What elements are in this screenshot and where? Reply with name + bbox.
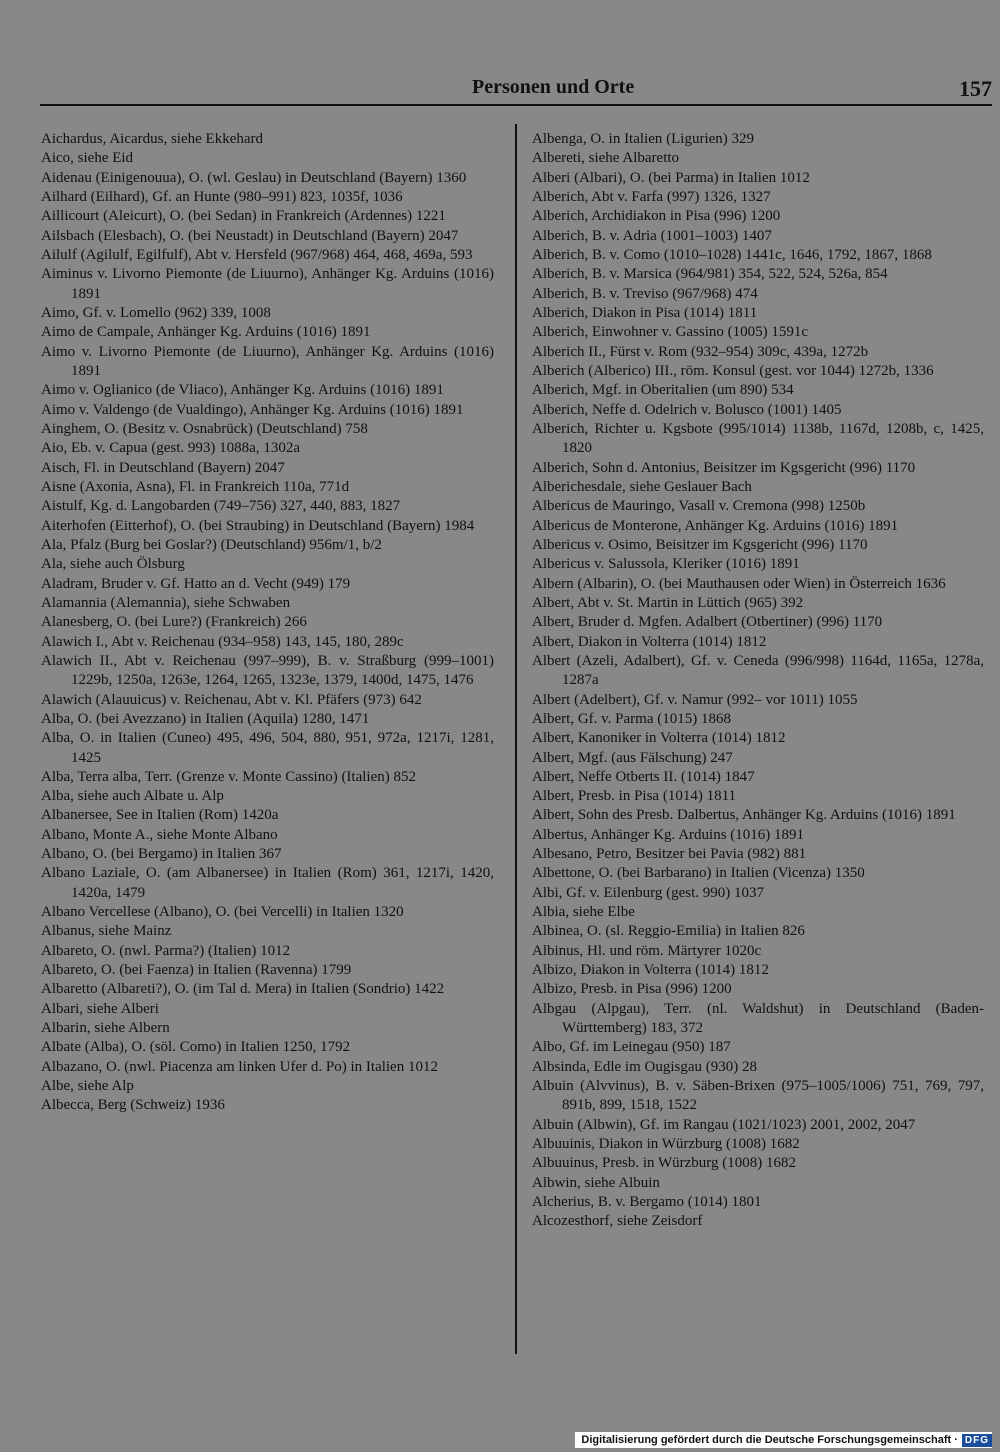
index-entry: Albern (Albarin), O. (bei Mauthausen oder Wien) in Österreich 1636 (532, 575, 946, 592)
index-entry: Albareto, O. (bei Faenza) in Italien (Ravenna) 1799 (41, 962, 352, 979)
index-entry: Aimo v. Oglianico (de Vliaco), Anhänger Kg. Arduins (1016) 1891 (41, 382, 444, 399)
page-header (40, 76, 992, 102)
dfg-logo: DFG (962, 1434, 992, 1447)
index-entry: Alberich, B. v. Como (1010–1028) 1441c, 1646, 1792, 1867, 1868 (532, 246, 932, 263)
page-title: Personen und Orte (472, 76, 635, 98)
index-entry: Ailulf (Agilulf, Egilfulf), Abt v. Hersfeld (967/968) 464, 468, 469a, 593 (41, 246, 473, 263)
index-column-right (532, 130, 984, 1232)
index-entry: Ala, Pfalz (Burg bei Goslar?) (Deutschland) 956m/1, b/2 (41, 536, 382, 553)
index-entry: Albesano, Petro, Besitzer bei Pavia (982) 881 (532, 846, 807, 863)
index-entry: Alberich, Diakon in Pisa (1014) 1811 (532, 304, 758, 321)
index-entry: Aico, siehe Eid (41, 150, 134, 167)
index-entry: Alamannia (Alemannia), siehe Schwaben (41, 594, 291, 611)
index-entry: Alba, Terra alba, Terr. (Grenze v. Monte Cassino) (Italien) 852 (41, 768, 416, 785)
index-entry: Alberi (Albari), O. (bei Parma) in Italien 1012 (532, 169, 810, 186)
index-entry: Aisch, Fl. in Deutschland (Bayern) 2047 (41, 459, 285, 476)
index-entry: Albert, Neffe Otberts II. (1014) 1847 (532, 768, 755, 785)
index-entry: Aiminus v. Livorno Piemonte (de Liuurno), Anhänger Kg. Arduins (1016) 1891 (41, 266, 494, 302)
index-entry: Albate (Alba), O. (söl. Como) in Italien 1250, 1792 (41, 1039, 351, 1056)
index-entry: Albari, siehe Alberi (41, 1000, 159, 1017)
index-entry: Albertus, Anhänger Kg. Arduins (1016) 1891 (532, 826, 805, 843)
index-entry: Albo, Gf. im Leinegau (950) 187 (532, 1039, 731, 1056)
index-entry: Albert, Diakon in Volterra (1014) 1812 (532, 633, 767, 650)
index-entry: Albarin, siehe Albern (41, 1020, 170, 1037)
index-entry: Ailhard (Eilhard), Gf. an Hunte (980–991) 823, 1035f, 1036 (41, 188, 403, 205)
index-entry: Aimo v. Valdengo (de Vualdingo), Anhänger Kg. Arduins (1016) 1891 (41, 401, 464, 418)
index-entry: Alcozesthorf, siehe Zeisdorf (532, 1213, 703, 1230)
index-entry: Albano, O. (bei Bergamo) in Italien 367 (41, 846, 282, 863)
index-entry: Aillicourt (Aleicurt), O. (bei Sedan) in Frankreich (Ardennes) 1221 (41, 208, 446, 225)
index-entry: Albert, Gf. v. Parma (1015) 1868 (532, 710, 731, 727)
index-entry: Albert, Sohn des Presb. Dalbertus, Anhänger Kg. Arduins (1016) 1891 (532, 807, 956, 824)
index-entry: Alba, O. (bei Avezzano) in Italien (Aquila) 1280, 1471 (41, 710, 370, 727)
index-entry: Albert, Kanoniker in Volterra (1014) 1812 (532, 730, 786, 747)
index-entry: Albert, Mgf. (aus Fälschung) 247 (532, 749, 733, 766)
index-entry: Albano Vercellese (Albano), O. (bei Vercelli) in Italien 1320 (41, 904, 404, 921)
footer-text: Digitalisierung gefördert durch die Deutsche Forschungsgemeinschaft · (581, 1434, 958, 1446)
index-entry: Albert (Azeli, Adalbert), Gf. v. Ceneda (996/998) 1164d, 1165a, 1278a, 1287a (532, 652, 984, 689)
index-entry: Albi, Gf. v. Eilenburg (gest. 990) 1037 (532, 884, 765, 901)
header-rule (40, 104, 992, 106)
index-entry: Albuin (Alvvinus), B. v. Säben-Brixen (975–1005/1006) 751, 769, 797, 891b, 899, 1518, 1522 (532, 1078, 984, 1114)
index-entry: Alberich, B. v. Marsica (964/981) 354, 522, 524, 526a, 854 (532, 266, 888, 283)
index-entry: Alberich, Sohn d. Antonius, Beisitzer im Kgsgericht (996) 1170 (532, 459, 916, 476)
index-entry: Albert, Bruder d. Mgfen. Adalbert (Otbertiner) (996) 1170 (532, 614, 883, 631)
index-entry: Albereti, siehe Albaretto (532, 150, 680, 167)
index-entry: Albazano, O. (nwl. Piacenza am linken Ufer d. Po) in Italien 1012 (41, 1058, 438, 1075)
index-entry: Alberich, B. v. Treviso (967/968) 474 (532, 285, 758, 302)
index-entry: Albsinda, Edle im Ougisgau (930) 28 (532, 1058, 757, 1075)
index-entry: Albert, Abt v. St. Martin in Lüttich (965) 392 (532, 594, 804, 611)
index-entry: Alberich, B. v. Adria (1001–1003) 1407 (532, 227, 772, 244)
index-entry: Albericus de Mauringo, Vasall v. Cremona (998) 1250b (532, 498, 866, 515)
index-entry: Alberich, Archidiakon in Pisa (996) 1200 (532, 208, 781, 225)
index-entry: Aiterhofen (Eitterhof), O. (bei Straubing) in Deutschland (Bayern) 1984 (41, 517, 475, 534)
index-entry: Albanus, siehe Mainz (41, 923, 172, 940)
index-entry: Albuin (Albwin), Gf. im Rangau (1021/1023) 2001, 2002, 2047 (532, 1116, 916, 1133)
index-entry: Alcherius, B. v. Bergamo (1014) 1801 (532, 1194, 762, 1211)
index-entry: Albettone, O. (bei Barbarano) in Italien (Vicenza) 1350 (532, 865, 865, 882)
index-entry: Aistulf, Kg. d. Langobarden (749–756) 327, 440, 883, 1827 (41, 498, 401, 515)
index-entry: Albanersee, See in Italien (Rom) 1420a (41, 807, 279, 824)
index-entry: Aimo de Campale, Anhänger Kg. Arduins (1016) 1891 (41, 324, 371, 341)
index-entry: Albwin, siehe Albuin (532, 1174, 660, 1191)
index-entry: Albinea, O. (sl. Reggio-Emilia) in Italien 826 (532, 923, 805, 940)
index-entry: Albano Laziale, O. (am Albanersee) in Italien (Rom) 361, 1217i, 1420, 1420a, 1479 (41, 865, 494, 901)
index-entry: Alawich I., Abt v. Reichenau (934–958) 143, 145, 180, 289c (41, 633, 404, 650)
index-entry: Ailsbach (Elesbach), O. (bei Neustadt) in Deutschland (Bayern) 2047 (41, 227, 459, 244)
index-entry: Albecca, Berg (Schweiz) 1936 (41, 1097, 225, 1114)
index-column-left (41, 130, 494, 1116)
index-entry: Alberich, Abt v. Farfa (997) 1326, 1327 (532, 188, 771, 205)
footer-credit (575, 1432, 992, 1448)
index-entry: Albericus v. Salussola, Kleriker (1016) 1891 (532, 556, 800, 573)
index-entry: Albizo, Presb. in Pisa (996) 1200 (532, 981, 732, 998)
index-entry: Alba, siehe auch Albate u. Alp (41, 788, 224, 805)
index-entry: Albuuinis, Diakon in Würzburg (1008) 1682 (532, 1136, 800, 1153)
index-entry: Albenga, O. in Italien (Ligurien) 329 (532, 131, 755, 147)
index-entry: Albuuinus, Presb. in Würzburg (1008) 1682 (532, 1155, 797, 1172)
index-entry: Alberichesdale, siehe Geslauer Bach (532, 478, 752, 495)
index-entry: Albareto, O. (nwl. Parma?) (Italien) 1012 (41, 942, 291, 959)
index-entry: Ala, siehe auch Ölsburg (41, 556, 185, 573)
index-entry: Aladram, Bruder v. Gf. Hatto an d. Vecht (949) 179 (41, 575, 351, 592)
index-entry: Alba, O. in Italien (Cuneo) 495, 496, 504, 880, 951, 972a, 1217i, 1281, 1425 (41, 730, 494, 766)
index-entry: Albizo, Diakon in Volterra (1014) 1812 (532, 962, 769, 979)
index-entry: Aisne (Axonia, Asna), Fl. in Frankreich 110a, 771d (41, 478, 350, 495)
index-entry: Alberich, Richter u. Kgsbote (995/1014) 1138b, 1167d, 1208b, c, 1425, 1820 (532, 420, 984, 457)
index-entry: Albinus, Hl. und röm. Märtyrer 1020c (532, 942, 762, 959)
index-entry: Aidenau (Einigenouua), O. (wl. Geslau) in Deutschland (Bayern) 1360 (41, 169, 467, 186)
index-entry: Alanesberg, O. (bei Lure?) (Frankreich) 266 (41, 614, 307, 631)
index-entry: Alberich (Alberico) III., röm. Konsul (gest. vor 1044) 1272b, 1336 (532, 362, 934, 379)
index-entry: Albericus v. Osimo, Beisitzer im Kgsgericht (996) 1170 (532, 536, 868, 553)
index-entry: Alberich, Neffe d. Odelrich v. Bolusco (1001) 1405 (532, 401, 842, 418)
index-entry: Albaretto (Albareti?), O. (im Tal d. Mera) in Italien (Sondrio) 1422 (41, 981, 445, 998)
index-entry: Aio, Eb. v. Capua (gest. 993) 1088a, 1302a (41, 440, 300, 457)
index-entry: Albert (Adelbert), Gf. v. Namur (992– vor 1011) 1055 (532, 691, 858, 708)
index-entry: Albe, siehe Alp (41, 1078, 134, 1095)
index-entry: Alberich, Einwohner v. Gassino (1005) 1591c (532, 324, 809, 341)
index-entry: Alawich (Alauuicus) v. Reichenau, Abt v. Kl. Pfäfers (973) 642 (41, 691, 422, 708)
index-entry: Aimo v. Livorno Piemonte (de Liuurno), Anhänger Kg. Arduins (1016) 1891 (41, 343, 494, 379)
index-entry: Albano, Monte A., siehe Monte Albano (41, 826, 278, 843)
page-number: 157 (959, 76, 992, 101)
index-entry: Alberich II., Fürst v. Rom (932–954) 309c, 439a, 1272b (532, 343, 869, 360)
index-entry: Ainghem, O. (Besitz v. Osnabrück) (Deutschland) 758 (41, 420, 368, 437)
index-entry: Albgau (Alpgau), Terr. (nl. Waldshut) in Deutschland (Baden-Württemberg) 183, 372 (532, 1000, 984, 1037)
index-entry: Alberich, Mgf. in Oberitalien (um 890) 534 (532, 382, 794, 399)
index-entry: Aichardus, Aicardus, siehe Ekkehard (41, 131, 264, 147)
index-entry: Aimo, Gf. v. Lomello (962) 339, 1008 (41, 304, 271, 321)
index-entry: Albia, siehe Elbe (532, 904, 635, 921)
index-entry: Albert, Presb. in Pisa (1014) 1811 (532, 788, 737, 805)
index-entry: Alawich II., Abt v. Reichenau (997–999), B. v. Straßburg (999–1001) 1229b, 1250a, 1263e, 1264, 1265, 1323e, 1379, 1400d, 1475, 1476 (41, 652, 494, 689)
index-entry: Albericus de Monterone, Anhänger Kg. Arduins (1016) 1891 (532, 517, 899, 534)
column-divider (515, 124, 517, 1354)
